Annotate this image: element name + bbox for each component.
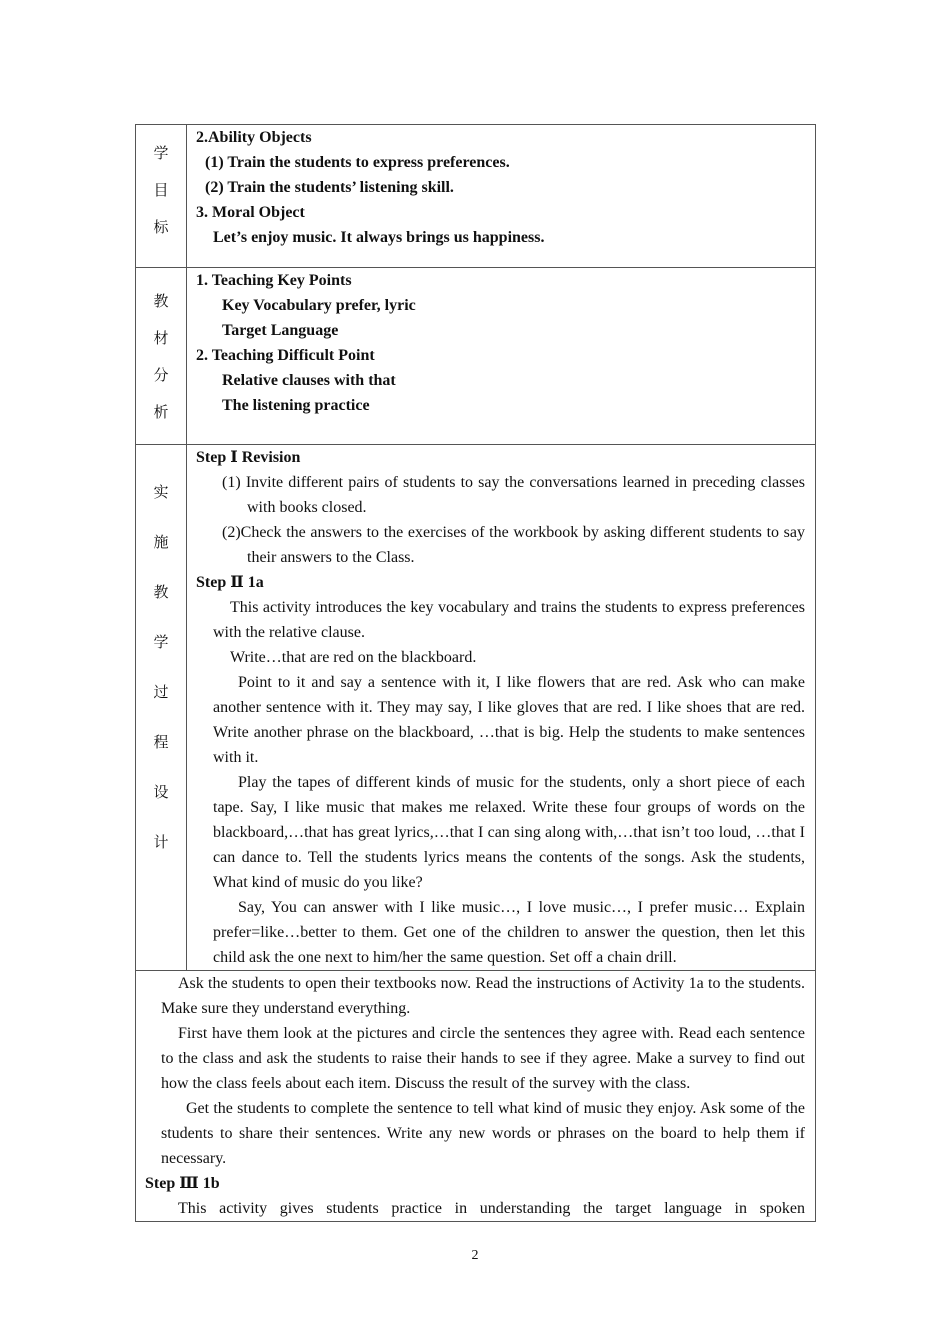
label-char: 析: [153, 403, 169, 421]
procedure-row: [136, 445, 816, 971]
step-title: Step Ⅱ 1a: [196, 574, 264, 591]
label-char: 学: [153, 144, 169, 162]
continuation-paragraph: Ask the students to open their textbooks now. Read the instructions of Activity 1a to the students. Make sure they understand everything.: [161, 975, 805, 1017]
label-char: 设: [153, 783, 169, 801]
objectives-label-cell: [136, 125, 187, 268]
continuation-cell: [136, 971, 816, 1222]
step-title: Step Ⅰ Revision: [196, 449, 301, 466]
step-paragraph: Write…that are red on the blackboard.: [230, 649, 477, 666]
continuation-row: [136, 971, 816, 1222]
step-paragraph: (2)Check the answers to the exercises of the workbook by asking different students to say their answers to the Class.: [222, 524, 805, 566]
objective-heading: 2.Ability Objects: [196, 129, 312, 146]
objective-line: (1) Train the students to express preferences.: [205, 154, 510, 171]
objective-line: Let’s enjoy music. It always brings us happiness.: [213, 229, 545, 246]
lesson-plan-table: [135, 124, 816, 1222]
page-number: 2: [471, 1248, 479, 1263]
continuation-paragraph: This activity gives students practice in understanding the target language in spoken: [178, 1200, 805, 1217]
label-char: 材: [153, 329, 169, 347]
label-char: 程: [153, 733, 169, 751]
analysis-label-cell: [136, 268, 187, 445]
analysis-line: Relative clauses with that: [222, 372, 396, 389]
step-paragraph: (1) Invite different pairs of students to say the conversations learned in preceding classes with books closed.: [222, 474, 805, 516]
continuation-paragraph: First have them look at the pictures and circle the sentences they agree with. Read each sentence to the class and ask the students to raise their hands to see if they agree. Make a survey to find out how the class feels about each item. Discuss the result of the survey with the class.: [161, 1025, 805, 1092]
procedure-label-cell: [136, 445, 187, 971]
analysis-heading: 1. Teaching Key Points: [196, 272, 352, 289]
objectives-row: [136, 125, 816, 268]
analysis-line: Key Vocabulary prefer, lyric: [222, 297, 416, 314]
step-paragraph: Point to it and say a sentence with it, I like flowers that are red. Ask who can make another sentence with it. They may say, I like gloves that are red. I like shoes that are red. Write another phrase on the blackboard, …that is big. Help the students to make sentences with it.: [213, 674, 805, 766]
objectives-content-cell: [187, 125, 816, 268]
label-char: 学: [153, 633, 169, 651]
step-title: Step Ⅲ 1b: [145, 1175, 220, 1192]
step-paragraph: Play the tapes of different kinds of music for the students, only a short piece of each tape. Say, I like music that makes me relaxed. Write these four groups of words on the blackboard,…that has great lyrics,…that I can sing along with,…that isn’t too loud, …that I can dance to. Tell the students lyrics means the contents of the songs. Ask the students, What kind of music do you like?: [213, 774, 805, 891]
objective-line: (2) Train the students’ listening skill.: [205, 179, 454, 196]
label-char: 目: [153, 181, 169, 199]
continuation-paragraph: Get the students to complete the sentence to tell what kind of music they enjoy. Ask some of the students to share their sentences. Write any new words or phrases on the board to help them if necessary.: [161, 1100, 805, 1167]
label-char: 施: [153, 533, 169, 551]
label-char: 计: [153, 833, 169, 851]
analysis-content-cell: [187, 268, 816, 445]
label-char: 教: [153, 583, 169, 601]
analysis-line: Target Language: [222, 322, 339, 339]
label-char: 分: [153, 366, 169, 384]
analysis-heading: 2. Teaching Difficult Point: [196, 347, 375, 364]
procedure-content-cell: [187, 445, 816, 971]
label-char: 实: [153, 483, 169, 501]
label-char: 过: [153, 683, 169, 701]
objective-heading: 3. Moral Object: [196, 204, 305, 221]
analysis-row: [136, 268, 816, 445]
step-paragraph: Say, You can answer with I like music…, I love music…, I prefer music… Explain prefer=like…better to them. Get one of the children to answer the question, then let this child ask the one next to him/her the same question. Set off a chain drill.: [213, 899, 805, 966]
step-paragraph: This activity introduces the key vocabulary and trains the students to express preferences with the relative clause.: [213, 599, 805, 641]
label-char: 教: [153, 292, 169, 310]
analysis-line: The listening practice: [222, 397, 370, 414]
label-char: 标: [153, 218, 169, 236]
